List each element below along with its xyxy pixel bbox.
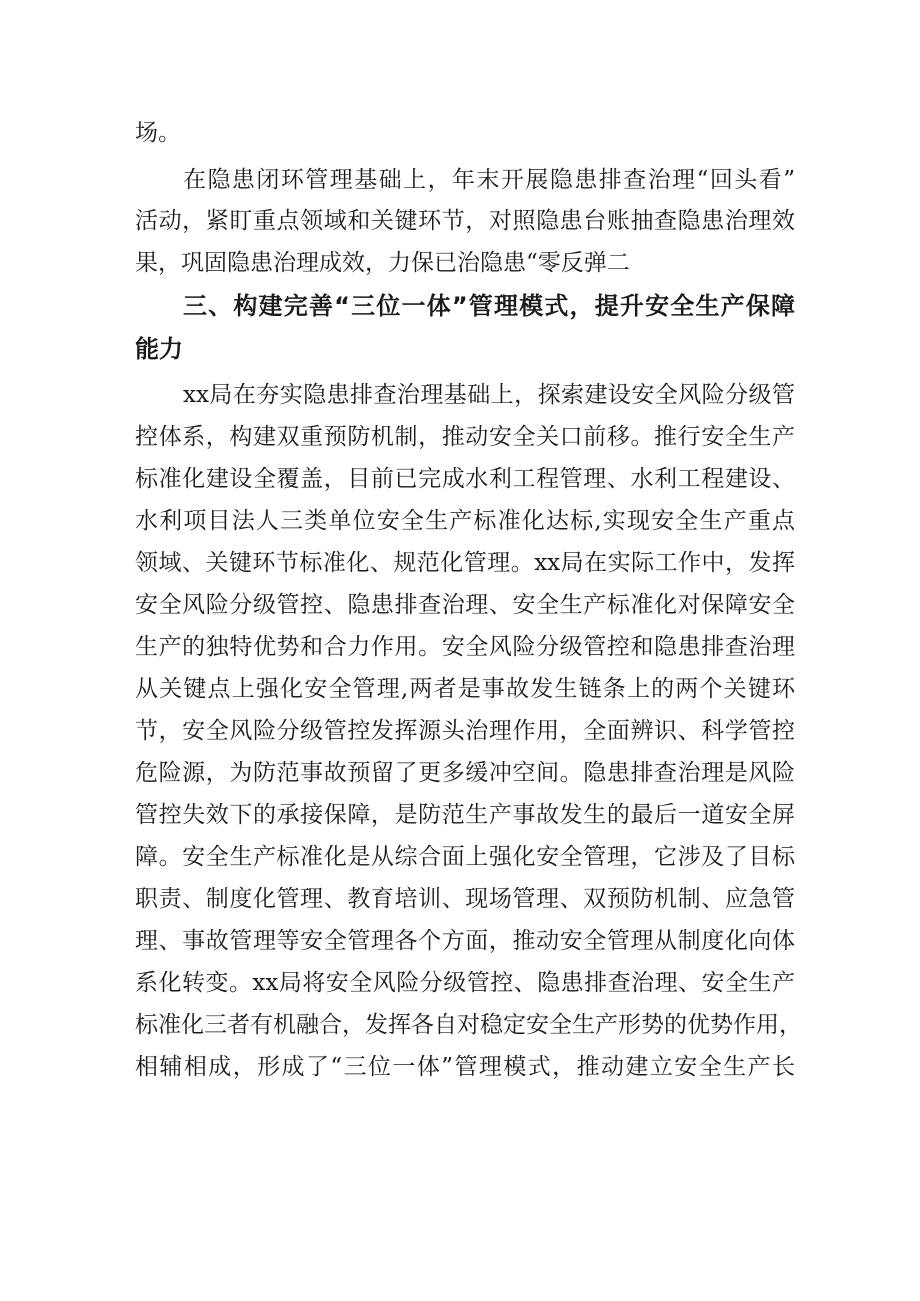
paragraph-line: 活动，紧盯重点领域和关键环节，对照隐患台账抽查隐患治理效	[135, 208, 795, 234]
paragraph-line: 系化转变。xx局将安全风险分级管控、隐患排查治理、安全生产	[135, 970, 795, 996]
paragraph-line: 理、事故管理等安全管理各个方面，推动安全管理从制度化向体	[135, 928, 795, 954]
paragraph-line: 场。	[135, 120, 181, 146]
paragraph-line: 控体系，构建双重预防机制，推动安全关口前移。推行安全生产	[135, 424, 795, 450]
paragraph-line: 职责、制度化管理、教育培训、现场管理、双预防机制、应急管	[135, 886, 795, 912]
paragraph-line: 生产的独特优势和合力作用。安全风险分级管控和隐患排查治理	[135, 634, 795, 660]
paragraph-line: 障。安全生产标准化是从综合面上强化安全管理，它涉及了目标	[135, 844, 795, 870]
paragraph-line: 从关键点上强化安全管理,两者是事故发生链条上的两个关键环	[135, 676, 795, 702]
section-heading: 能力	[135, 335, 183, 363]
paragraph-line: 相辅相成，形成了“三位一体”管理模式，推动建立安全生产长	[135, 1054, 795, 1080]
paragraph-line: 水利项目法人三类单位安全生产标准化达标,实现安全生产重点	[135, 508, 795, 534]
paragraph-line: 在隐患闭环管理基础上，年末开展隐患排查治理“回头看”	[183, 167, 795, 193]
paragraph-line: 果，巩固隐患治理成效，力保已治隐患“零反弹二	[135, 250, 630, 276]
section-heading: 三、构建完善“三位一体”管理模式，提升安全生产保障	[183, 292, 795, 320]
paragraph-line: 节，安全风险分级管控发挥源头治理作用，全面辨识、科学管控	[135, 718, 795, 744]
paragraph-line: 标准化三者有机融合，发挥各自对稳定安全生产形势的优势作用，	[135, 1012, 802, 1038]
paragraph-line: 安全风险分级管控、隐患排查治理、安全生产标准化对保障安全	[135, 592, 795, 618]
paragraph-line: xx局在夯实隐患排查治理基础上，探索建设安全风险分级管	[183, 382, 795, 408]
paragraph-line: 标准化建设全覆盖，目前已完成水利工程管理、水利工程建设、	[135, 466, 795, 492]
paragraph-line: 管控失效下的承接保障，是防范生产事故发生的最后一道安全屏	[135, 802, 795, 828]
paragraph-line: 领域、关键环节标准化、规范化管理。xx局在实际工作中，发挥	[135, 550, 795, 576]
paragraph-line: 危险源，为防范事故预留了更多缓冲空间。隐患排查治理是风险	[135, 760, 795, 786]
